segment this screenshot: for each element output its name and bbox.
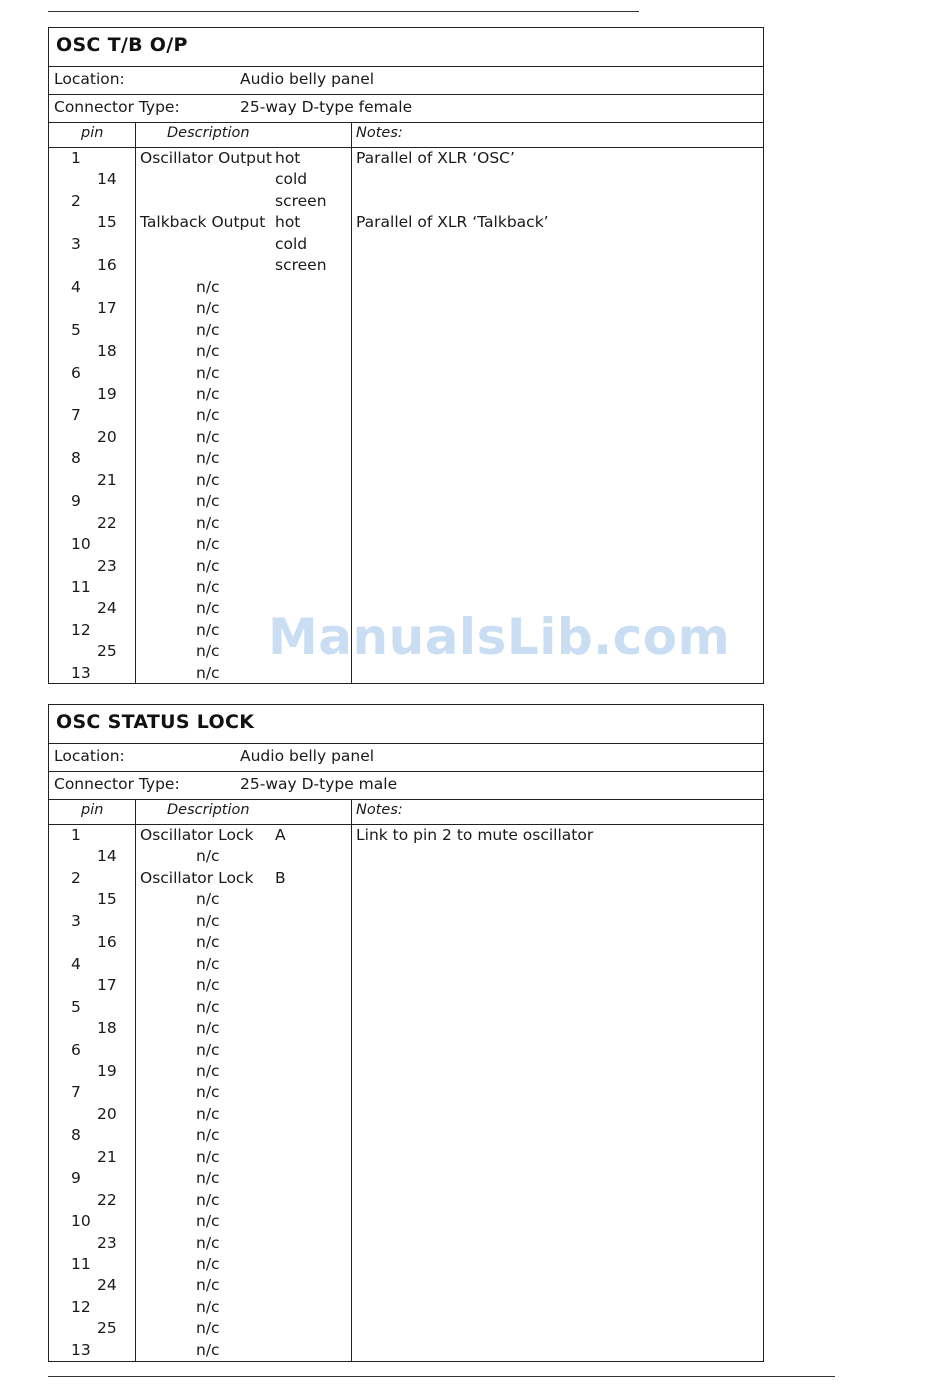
column-divider [135,123,136,147]
not-connected: n/c [196,449,220,468]
table-row [49,428,763,450]
connector-value: 25-way D-type male [240,775,398,793]
table-row [49,933,763,955]
connector-row [49,772,763,800]
not-connected: n/c [196,1212,220,1231]
table-row [49,492,763,514]
not-connected: n/c [196,599,220,618]
table-row [49,557,763,579]
pin-number: 11 [71,1255,91,1273]
description-label: Oscillator Output [140,149,272,167]
table-row [49,1062,763,1084]
not-connected: n/c [196,535,220,554]
table-row [49,1276,763,1298]
table-row [49,299,763,321]
pin-number: 25 [97,1319,117,1338]
table-row [49,1234,763,1256]
pin-number: 3 [71,234,81,253]
column-divider [351,123,352,147]
notes-header: Notes: [356,802,403,818]
column-header-row [49,800,763,825]
table-row [49,826,763,848]
not-connected: n/c [196,847,220,866]
location-row [49,67,763,95]
not-connected: n/c [196,1040,220,1059]
table-row [49,1341,763,1363]
bottom-rule [48,1376,835,1377]
top-rule [48,11,639,12]
table-row [49,664,763,686]
pin-number: 11 [71,578,91,596]
location-label: Location: [54,70,125,88]
pin-number: 14 [97,847,117,866]
table-row [49,235,763,257]
not-connected: n/c [196,1019,220,1038]
not-connected: n/c [196,1276,220,1295]
note-text: Parallel of XLR ‘OSC’ [356,149,515,167]
table-row [49,1212,763,1234]
note-text: Link to pin 2 to mute oscillator [356,826,594,844]
pin-number: 17 [97,976,117,995]
table-row [49,1041,763,1063]
not-connected: n/c [196,363,220,382]
not-connected: n/c [196,976,220,995]
table-row [49,406,763,428]
not-connected: n/c [196,470,220,489]
column-header-row [49,123,763,148]
table-row [49,385,763,407]
not-connected: n/c [196,1083,220,1102]
signal-name: cold [275,170,308,189]
pin-rows [49,148,763,684]
not-connected: n/c [196,1190,220,1209]
table-row [49,912,763,934]
signal-name: A [275,826,286,844]
pin-number: 18 [97,342,117,361]
location-row [49,744,763,772]
not-connected: n/c [196,1340,220,1359]
osc-status-lock-table [48,704,764,1362]
not-connected: n/c [196,997,220,1016]
table-row [49,1169,763,1191]
table-row [49,1255,763,1277]
not-connected: n/c [196,1169,220,1188]
signal-name: B [275,868,286,887]
signal-name: screen [275,191,327,210]
not-connected: n/c [196,620,220,639]
description-label: Oscillator Lock [140,868,254,887]
pin-number: 13 [71,1340,91,1359]
pin-rows [49,825,763,1362]
signal-name: hot [275,149,301,167]
location-label: Location: [54,747,125,765]
pin-number: 2 [71,191,81,210]
pin-number: 25 [97,642,117,661]
pin-number: 7 [71,406,81,425]
pin-number: 9 [71,492,81,511]
pin-number: 15 [97,213,117,232]
pin-number: 9 [71,1169,81,1188]
table-row [49,256,763,278]
pin-number: 13 [71,663,91,682]
signal-name: cold [275,234,308,253]
table-row [49,1019,763,1041]
table-row [49,449,763,471]
table-row [49,364,763,386]
not-connected: n/c [196,492,220,511]
not-connected: n/c [196,384,220,403]
description-label: Oscillator Lock [140,826,254,844]
table-row [49,1148,763,1170]
table-row [49,149,763,171]
pin-number: 1 [71,149,81,167]
not-connected: n/c [196,427,220,446]
table-row [49,869,763,891]
table-row [49,976,763,998]
osc-tb-op-table [48,27,764,684]
pin-number: 16 [97,256,117,275]
description-header: Description [167,125,250,141]
table-row [49,471,763,493]
signal-name: hot [275,213,301,232]
table-row [49,170,763,192]
pin-header: pin [81,125,104,141]
not-connected: n/c [196,1061,220,1080]
not-connected: n/c [196,556,220,575]
description-label: Talkback Output [140,213,266,232]
pin-number: 19 [97,1061,117,1080]
note-text: Parallel of XLR ‘Talkback’ [356,213,549,232]
not-connected: n/c [196,406,220,425]
table-row [49,1298,763,1320]
pin-number: 24 [97,599,117,618]
notes-header: Notes: [356,125,403,141]
not-connected: n/c [196,954,220,973]
not-connected: n/c [196,1297,220,1316]
pin-number: 7 [71,1083,81,1102]
not-connected: n/c [196,1126,220,1145]
pin-number: 5 [71,997,81,1016]
table-row [49,1191,763,1213]
pin-number: 2 [71,868,81,887]
table-row [49,213,763,235]
pin-number: 6 [71,363,81,382]
column-divider [351,800,352,824]
not-connected: n/c [196,299,220,318]
not-connected: n/c [196,933,220,952]
pin-number: 22 [97,513,117,532]
connector-value: 25-way D-type female [240,98,413,116]
connector-row [49,95,763,123]
pin-number: 21 [97,1147,117,1166]
table-row [49,514,763,536]
table-row [49,321,763,343]
pin-number: 18 [97,1019,117,1038]
pin-number: 3 [71,911,81,930]
pin-number: 19 [97,384,117,403]
not-connected: n/c [196,513,220,532]
not-connected: n/c [196,911,220,930]
not-connected: n/c [196,1233,220,1252]
table-row [49,278,763,300]
pin-number: 12 [71,620,91,639]
not-connected: n/c [196,342,220,361]
pin-number: 22 [97,1190,117,1209]
description-header: Description [167,802,250,818]
pin-header: pin [81,802,104,818]
table-row [49,847,763,869]
pin-number: 1 [71,826,81,844]
table-row [49,1083,763,1105]
pin-number: 23 [97,556,117,575]
section-title: OSC STATUS LOCK [49,705,763,744]
pin-number: 24 [97,1276,117,1295]
table-row [49,342,763,364]
not-connected: n/c [196,1255,220,1273]
pin-number: 20 [97,1104,117,1123]
table-row [49,192,763,214]
pin-number: 23 [97,1233,117,1252]
not-connected: n/c [196,578,220,596]
pin-number: 8 [71,1126,81,1145]
pin-number: 6 [71,1040,81,1059]
table-row [49,890,763,912]
not-connected: n/c [196,663,220,682]
table-row [49,998,763,1020]
table-row [49,955,763,977]
pin-number: 16 [97,933,117,952]
watermark-text: ManualsLib.com [268,608,731,666]
connector-label: Connector Type: [54,98,180,116]
column-divider [135,800,136,824]
table-row [49,1126,763,1148]
section-title: OSC T/B O/P [49,28,763,67]
pin-number: 21 [97,470,117,489]
not-connected: n/c [196,642,220,661]
pin-number: 20 [97,427,117,446]
not-connected: n/c [196,320,220,339]
connector-label: Connector Type: [54,775,180,793]
table-row [49,1319,763,1341]
pin-number: 10 [71,1212,91,1231]
not-connected: n/c [196,890,220,909]
not-connected: n/c [196,277,220,296]
table-row [49,535,763,557]
location-value: Audio belly panel [240,70,375,88]
location-value: Audio belly panel [240,747,375,765]
table-row [49,578,763,600]
pin-number: 17 [97,299,117,318]
pin-number: 10 [71,535,91,554]
pin-number: 5 [71,320,81,339]
pin-number: 12 [71,1297,91,1316]
signal-name: screen [275,256,327,275]
not-connected: n/c [196,1147,220,1166]
pin-number: 14 [97,170,117,189]
pin-number: 4 [71,277,81,296]
pin-number: 4 [71,954,81,973]
table-row [49,1105,763,1127]
not-connected: n/c [196,1104,220,1123]
pin-number: 15 [97,890,117,909]
pin-number: 8 [71,449,81,468]
not-connected: n/c [196,1319,220,1338]
